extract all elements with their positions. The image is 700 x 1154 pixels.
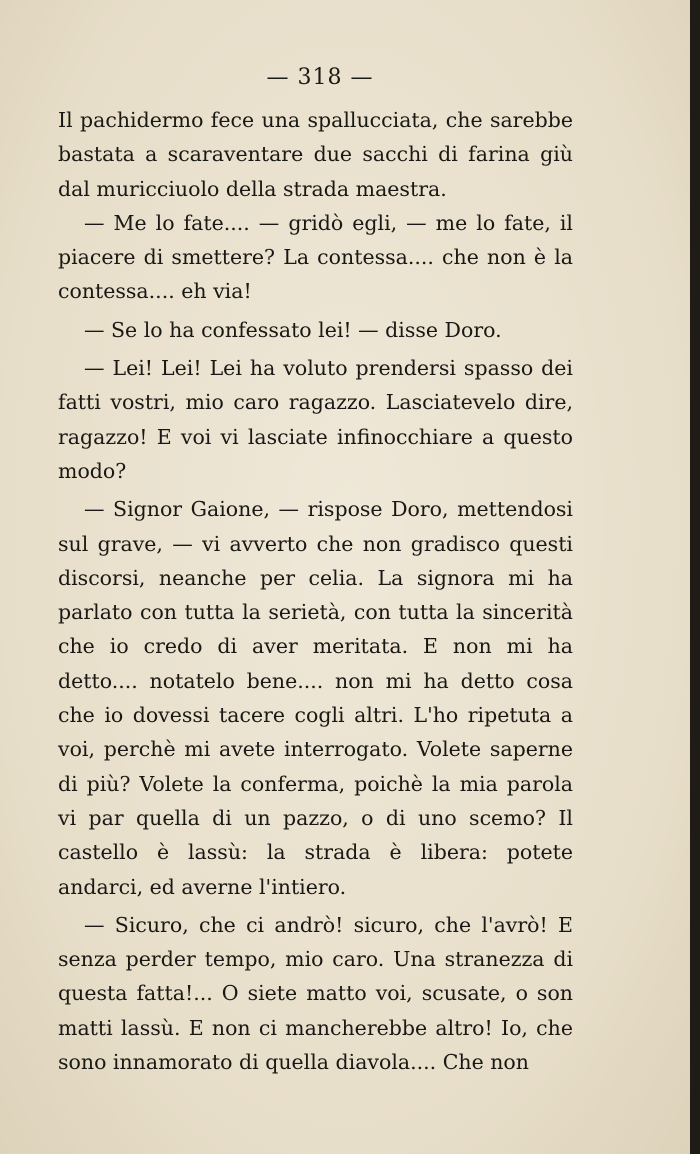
paragraph-2: — Me lo fate.... — gridò egli, — me lo fate, il piacere di smettere? La contessa.... che non è la contessa.... eh via! [58, 210, 573, 304]
page-number: — 318 — [266, 65, 374, 90]
page-body [58, 103, 573, 1079]
paragraph-1: Il pachidermo fece una spallucciata, che sarebbe bastata a scaraventare due sacchi di farina giù dal muricciuolo della strada maestra. [58, 108, 573, 201]
paragraph-4: — Lei! Lei! Lei ha voluto prendersi spasso dei fatti vostri, mio caro ragazzo. Lasciatevelo dire, ragazzo! E voi vi lasciate infinocchiare a questo modo? [58, 356, 573, 483]
paragraph-5: — Signor Gaione, — rispose Doro, mettendosi sul grave, — vi avverto che non gradisco questi discorsi, neanche per celia. La signora mi ha parlato con tutta la serietà, con tutta la sincerità che io credo di aver meritata. E non mi ha detto.... notatelo bene.... non mi ha detto cosa che io dovessi tacere cogli altri. L'ho ripetuta a voi, perchè mi avete interrogato. Volete saperne di più? Volete la conferma, poichè la mia parola vi par quella di un pazzo, o di uno scemo? Il castello è lassù: la strada è libera: potete andarci, ed averne l'intiero. [58, 497, 573, 899]
page-edge-shadow [690, 0, 700, 1154]
paragraph-3: — Se lo ha confessato lei! — disse Doro. [84, 317, 502, 342]
paragraph-6: — Sicuro, che ci andrò! sicuro, che l'avrò! E senza perder tempo, mio caro. Una stranezza di questa fatta!... O siete matto voi, scusate, o son matti lassù. E non ci mancherebbe altro! Io, che sono innamorato di quella diavola.... Che non [58, 912, 573, 1075]
